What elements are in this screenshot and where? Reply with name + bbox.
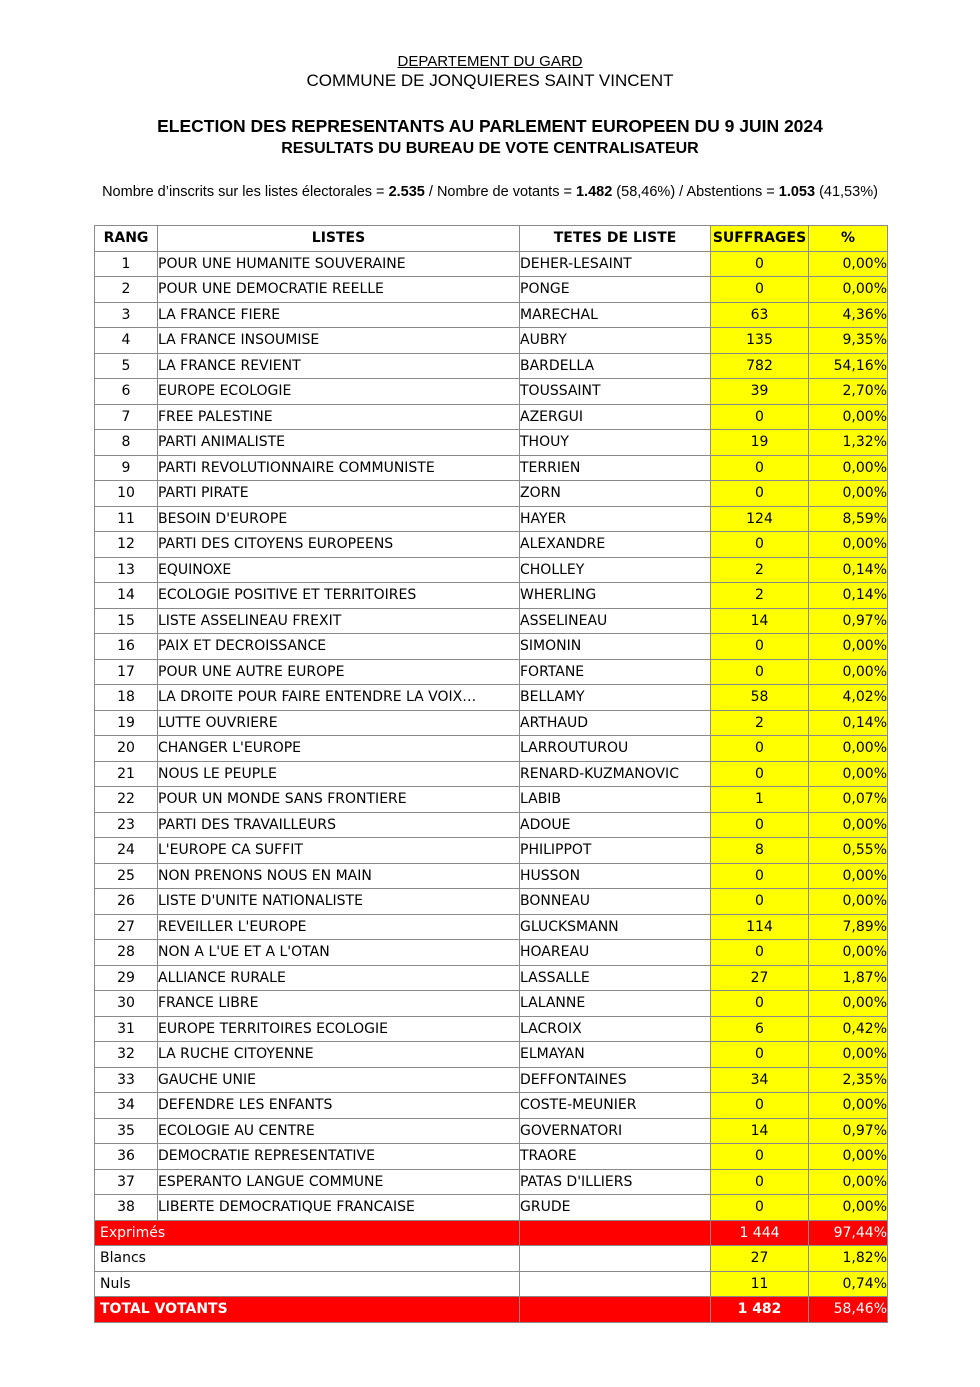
- rang-cell: 8: [95, 430, 158, 456]
- table-row: [95, 1016, 888, 1042]
- tete-de-liste-cell: LARROUTUROU: [520, 736, 711, 762]
- suffrages-cell: 2: [711, 583, 809, 609]
- nuls-label: Nuls: [95, 1271, 520, 1297]
- liste-cell: NON PRENONS NOUS EN MAIN: [158, 863, 520, 889]
- tete-de-liste-cell: TRAORE: [520, 1144, 711, 1170]
- suffrages-cell: 0: [711, 863, 809, 889]
- total-pct: 58,46%: [809, 1297, 888, 1323]
- rang-cell: 18: [95, 685, 158, 711]
- rang-cell: 9: [95, 455, 158, 481]
- suffrages-cell: 0: [711, 481, 809, 507]
- table-row: [95, 812, 888, 838]
- pct-cell: 0,00%: [809, 863, 888, 889]
- suffrages-cell: 34: [711, 1067, 809, 1093]
- turnout-summary: [0, 184, 980, 200]
- election-title: ELECTION DES REPRESENTANTS AU PARLEMENT EUROPEEN DU 9 JUIN 2024: [157, 116, 823, 136]
- suffrages-cell: 14: [711, 608, 809, 634]
- liste-cell: CHANGER L'EUROPE: [158, 736, 520, 762]
- table-row: [95, 481, 888, 507]
- table-row: [95, 1169, 888, 1195]
- pct-cell: 0,00%: [809, 1169, 888, 1195]
- rang-cell: 1: [95, 251, 158, 277]
- rang-cell: 34: [95, 1093, 158, 1119]
- table-row: [95, 940, 888, 966]
- suffrages-cell: 782: [711, 353, 809, 379]
- blancs-label: Blancs: [95, 1246, 520, 1272]
- suffrages-cell: 0: [711, 532, 809, 558]
- table-header-row: [95, 226, 888, 252]
- table-row: [95, 1118, 888, 1144]
- pct-cell: 2,70%: [809, 379, 888, 405]
- rang-cell: 13: [95, 557, 158, 583]
- suffrages-cell: 0: [711, 1042, 809, 1068]
- table-row: [95, 608, 888, 634]
- pct-cell: 0,00%: [809, 812, 888, 838]
- pct-cell: 0,07%: [809, 787, 888, 813]
- rang-cell: 25: [95, 863, 158, 889]
- rang-cell: 17: [95, 659, 158, 685]
- tete-de-liste-cell: ASSELINEAU: [520, 608, 711, 634]
- liste-cell: EUROPE TERRITOIRES ECOLOGIE: [158, 1016, 520, 1042]
- tete-de-liste-cell: GRUDE: [520, 1195, 711, 1221]
- tete-de-liste-cell: LASSALLE: [520, 965, 711, 991]
- abstentions-pct: (41,53%): [815, 184, 878, 200]
- liste-cell: LA FRANCE REVIENT: [158, 353, 520, 379]
- table-row: [95, 1042, 888, 1068]
- table-row: [95, 251, 888, 277]
- liste-cell: PARTI REVOLUTIONNAIRE COMMUNISTE: [158, 455, 520, 481]
- departement-heading: DEPARTEMENT DU GARD: [397, 53, 583, 70]
- blancs-suffrages: 27: [711, 1246, 809, 1272]
- table-row: [95, 455, 888, 481]
- tete-de-liste-cell: WHERLING: [520, 583, 711, 609]
- pct-cell: 0,00%: [809, 889, 888, 915]
- pct-cell: 0,55%: [809, 838, 888, 864]
- tete-de-liste-cell: PATAS D'ILLIERS: [520, 1169, 711, 1195]
- tete-de-liste-cell: SIMONIN: [520, 634, 711, 660]
- rang-cell: 38: [95, 1195, 158, 1221]
- tete-de-liste-cell: THOUY: [520, 430, 711, 456]
- rang-cell: 23: [95, 812, 158, 838]
- tete-de-liste-cell: BARDELLA: [520, 353, 711, 379]
- pct-cell: 1,87%: [809, 965, 888, 991]
- liste-cell: GAUCHE UNIE: [158, 1067, 520, 1093]
- liste-cell: LA FRANCE INSOUMISE: [158, 328, 520, 354]
- tete-de-liste-cell: LACROIX: [520, 1016, 711, 1042]
- pct-cell: 0,00%: [809, 1042, 888, 1068]
- pct-cell: 0,14%: [809, 583, 888, 609]
- liste-cell: POUR UNE AUTRE EUROPE: [158, 659, 520, 685]
- rang-cell: 12: [95, 532, 158, 558]
- total-empty: [520, 1297, 711, 1323]
- pct-cell: 9,35%: [809, 328, 888, 354]
- table-row: [95, 277, 888, 303]
- liste-cell: ESPERANTO LANGUE COMMUNE: [158, 1169, 520, 1195]
- suffrages-cell: 39: [711, 379, 809, 405]
- rang-cell: 30: [95, 991, 158, 1017]
- suffrages-cell: 124: [711, 506, 809, 532]
- tete-de-liste-cell: LALANNE: [520, 991, 711, 1017]
- rang-cell: 24: [95, 838, 158, 864]
- liste-cell: PARTI DES CITOYENS EUROPEENS: [158, 532, 520, 558]
- total-votants-row: [95, 1297, 888, 1323]
- pct-cell: 0,00%: [809, 277, 888, 303]
- header-pct: %: [809, 226, 888, 252]
- pct-cell: 0,00%: [809, 940, 888, 966]
- rang-cell: 10: [95, 481, 158, 507]
- rang-cell: 32: [95, 1042, 158, 1068]
- liste-cell: PAIX ET DECROISSANCE: [158, 634, 520, 660]
- results-table: [94, 225, 888, 1323]
- tete-de-liste-cell: DEFFONTAINES: [520, 1067, 711, 1093]
- total-suffrages: 1 482: [711, 1297, 809, 1323]
- header-listes: LISTES: [158, 226, 520, 252]
- total-label: TOTAL VOTANTS: [95, 1297, 520, 1323]
- exprimes-pct: 97,44%: [809, 1220, 888, 1246]
- tete-de-liste-cell: CHOLLEY: [520, 557, 711, 583]
- pct-cell: 54,16%: [809, 353, 888, 379]
- exprimes-empty: [520, 1220, 711, 1246]
- liste-cell: LISTE D'UNITE NATIONALISTE: [158, 889, 520, 915]
- tete-de-liste-cell: HUSSON: [520, 863, 711, 889]
- nuls-row: [95, 1271, 888, 1297]
- tete-de-liste-cell: BONNEAU: [520, 889, 711, 915]
- summary-body: [95, 1220, 888, 1322]
- pct-cell: 0,42%: [809, 1016, 888, 1042]
- suffrages-cell: 0: [711, 761, 809, 787]
- rang-cell: 26: [95, 889, 158, 915]
- liste-cell: FREE PALESTINE: [158, 404, 520, 430]
- suffrages-cell: 0: [711, 659, 809, 685]
- table-row: [95, 1195, 888, 1221]
- blancs-empty: [520, 1246, 711, 1272]
- suffrages-cell: 0: [711, 455, 809, 481]
- table-row: [95, 889, 888, 915]
- table-row: [95, 1067, 888, 1093]
- pct-cell: 7,89%: [809, 914, 888, 940]
- rang-cell: 36: [95, 1144, 158, 1170]
- rang-cell: 19: [95, 710, 158, 736]
- liste-cell: ECOLOGIE AU CENTRE: [158, 1118, 520, 1144]
- tete-de-liste-cell: HOAREAU: [520, 940, 711, 966]
- inscrits-value: 2.535: [388, 184, 425, 200]
- tete-de-liste-cell: COSTE-MEUNIER: [520, 1093, 711, 1119]
- suffrages-cell: 0: [711, 736, 809, 762]
- pct-cell: 0,97%: [809, 608, 888, 634]
- tete-de-liste-cell: ADOUE: [520, 812, 711, 838]
- table-row: [95, 302, 888, 328]
- pct-cell: 1,32%: [809, 430, 888, 456]
- exprimes-suffrages: 1 444: [711, 1220, 809, 1246]
- suffrages-cell: 0: [711, 1195, 809, 1221]
- suffrages-cell: 0: [711, 940, 809, 966]
- pct-cell: 0,00%: [809, 455, 888, 481]
- table-row: [95, 1144, 888, 1170]
- suffrages-cell: 0: [711, 1144, 809, 1170]
- liste-cell: BESOIN D'EUROPE: [158, 506, 520, 532]
- liste-cell: LA DROITE POUR FAIRE ENTENDRE LA VOIX…: [158, 685, 520, 711]
- rang-cell: 3: [95, 302, 158, 328]
- liste-cell: EUROPE ECOLOGIE: [158, 379, 520, 405]
- liste-cell: LA RUCHE CITOYENNE: [158, 1042, 520, 1068]
- pct-cell: 0,14%: [809, 557, 888, 583]
- results-body: [95, 251, 888, 1220]
- suffrages-cell: 0: [711, 1169, 809, 1195]
- exprimes-label: Exprimés: [95, 1220, 520, 1246]
- rang-cell: 35: [95, 1118, 158, 1144]
- votants-pct: (58,46%): [612, 184, 676, 200]
- tete-de-liste-cell: GOVERNATORI: [520, 1118, 711, 1144]
- tete-de-liste-cell: ARTHAUD: [520, 710, 711, 736]
- rang-cell: 21: [95, 761, 158, 787]
- votants-value: 1.482: [575, 184, 613, 200]
- pct-cell: 0,00%: [809, 532, 888, 558]
- tete-de-liste-cell: LABIB: [520, 787, 711, 813]
- liste-cell: NOUS LE PEUPLE: [158, 761, 520, 787]
- suffrages-cell: 58: [711, 685, 809, 711]
- rang-cell: 37: [95, 1169, 158, 1195]
- liste-cell: DEFENDRE LES ENFANTS: [158, 1093, 520, 1119]
- table-row: [95, 914, 888, 940]
- table-row: [95, 736, 888, 762]
- rang-cell: 11: [95, 506, 158, 532]
- abstentions-label: / Abstentions =: [675, 184, 779, 200]
- header-tetes-de-liste: TETES DE LISTE: [520, 226, 711, 252]
- blancs-row: [95, 1246, 888, 1272]
- liste-cell: EQUINOXE: [158, 557, 520, 583]
- rang-cell: 2: [95, 277, 158, 303]
- table-row: [95, 761, 888, 787]
- rang-cell: 29: [95, 965, 158, 991]
- table-row: [95, 404, 888, 430]
- table-row: [95, 506, 888, 532]
- rang-cell: 4: [95, 328, 158, 354]
- rang-cell: 7: [95, 404, 158, 430]
- table-row: [95, 685, 888, 711]
- nuls-empty: [520, 1271, 711, 1297]
- suffrages-cell: 114: [711, 914, 809, 940]
- pct-cell: 0,00%: [809, 404, 888, 430]
- inscrits-label: Nombre d’inscrits sur les listes électorales =: [102, 184, 389, 200]
- pct-cell: 0,00%: [809, 481, 888, 507]
- rang-cell: 22: [95, 787, 158, 813]
- rang-cell: 5: [95, 353, 158, 379]
- suffrages-cell: 2: [711, 557, 809, 583]
- table-row: [95, 863, 888, 889]
- suffrages-cell: 0: [711, 277, 809, 303]
- suffrages-cell: 0: [711, 251, 809, 277]
- liste-cell: L'EUROPE CA SUFFIT: [158, 838, 520, 864]
- header-rang: RANG: [95, 226, 158, 252]
- votants-label: / Nombre de votants =: [424, 184, 576, 200]
- table-row: [95, 379, 888, 405]
- liste-cell: LISTE ASSELINEAU FREXIT: [158, 608, 520, 634]
- table-row: [95, 1093, 888, 1119]
- abstentions-value: 1.053: [778, 184, 816, 200]
- rang-cell: 15: [95, 608, 158, 634]
- tete-de-liste-cell: ELMAYAN: [520, 1042, 711, 1068]
- table-row: [95, 991, 888, 1017]
- rang-cell: 16: [95, 634, 158, 660]
- tete-de-liste-cell: TERRIEN: [520, 455, 711, 481]
- pct-cell: 0,00%: [809, 991, 888, 1017]
- header-suffrages: SUFFRAGES: [711, 226, 809, 252]
- rang-cell: 28: [95, 940, 158, 966]
- pct-cell: 0,14%: [809, 710, 888, 736]
- liste-cell: LUTTE OUVRIERE: [158, 710, 520, 736]
- exprimes-row: [95, 1220, 888, 1246]
- table-row: [95, 328, 888, 354]
- liste-cell: POUR UNE DEMOCRATIE REELLE: [158, 277, 520, 303]
- table-row: [95, 557, 888, 583]
- pct-cell: 0,00%: [809, 1144, 888, 1170]
- liste-cell: POUR UN MONDE SANS FRONTIERE: [158, 787, 520, 813]
- tete-de-liste-cell: AUBRY: [520, 328, 711, 354]
- table-row: [95, 965, 888, 991]
- tete-de-liste-cell: TOUSSAINT: [520, 379, 711, 405]
- tete-de-liste-cell: ZORN: [520, 481, 711, 507]
- tete-de-liste-cell: DEHER-LESAINT: [520, 251, 711, 277]
- liste-cell: ALLIANCE RURALE: [158, 965, 520, 991]
- rang-cell: 33: [95, 1067, 158, 1093]
- table-row: [95, 430, 888, 456]
- table-row: [95, 787, 888, 813]
- nuls-pct: 0,74%: [809, 1271, 888, 1297]
- tete-de-liste-cell: FORTANE: [520, 659, 711, 685]
- tete-de-liste-cell: HAYER: [520, 506, 711, 532]
- suffrages-cell: 6: [711, 1016, 809, 1042]
- nuls-suffrages: 11: [711, 1271, 809, 1297]
- pct-cell: 0,97%: [809, 1118, 888, 1144]
- suffrages-cell: 0: [711, 889, 809, 915]
- results-subtitle: RESULTATS DU BUREAU DE VOTE CENTRALISATEUR: [281, 140, 699, 157]
- table-row: [95, 532, 888, 558]
- liste-cell: LA FRANCE FIERE: [158, 302, 520, 328]
- suffrages-cell: 0: [711, 991, 809, 1017]
- tete-de-liste-cell: MARECHAL: [520, 302, 711, 328]
- pct-cell: 2,35%: [809, 1067, 888, 1093]
- rang-cell: 14: [95, 583, 158, 609]
- table-row: [95, 659, 888, 685]
- pct-cell: 0,00%: [809, 1093, 888, 1119]
- suffrages-cell: 27: [711, 965, 809, 991]
- tete-de-liste-cell: BELLAMY: [520, 685, 711, 711]
- liste-cell: POUR UNE HUMANITE SOUVERAINE: [158, 251, 520, 277]
- liste-cell: PARTI DES TRAVAILLEURS: [158, 812, 520, 838]
- table-row: [95, 838, 888, 864]
- tete-de-liste-cell: PONGE: [520, 277, 711, 303]
- commune-heading: COMMUNE DE JONQUIERES SAINT VINCENT: [306, 71, 674, 90]
- pct-cell: 8,59%: [809, 506, 888, 532]
- blancs-pct: 1,82%: [809, 1246, 888, 1272]
- liste-cell: FRANCE LIBRE: [158, 991, 520, 1017]
- pct-cell: 0,00%: [809, 761, 888, 787]
- suffrages-cell: 19: [711, 430, 809, 456]
- pct-cell: 4,36%: [809, 302, 888, 328]
- pct-cell: 4,02%: [809, 685, 888, 711]
- tete-de-liste-cell: GLUCKSMANN: [520, 914, 711, 940]
- liste-cell: DEMOCRATIE REPRESENTATIVE: [158, 1144, 520, 1170]
- rang-cell: 31: [95, 1016, 158, 1042]
- pct-cell: 0,00%: [809, 659, 888, 685]
- suffrages-cell: 0: [711, 634, 809, 660]
- suffrages-cell: 14: [711, 1118, 809, 1144]
- suffrages-cell: 0: [711, 404, 809, 430]
- liste-cell: PARTI PIRATE: [158, 481, 520, 507]
- liste-cell: NON A L'UE ET A L'OTAN: [158, 940, 520, 966]
- tete-de-liste-cell: RENARD-KUZMANOVIC: [520, 761, 711, 787]
- suffrages-cell: 135: [711, 328, 809, 354]
- table-row: [95, 634, 888, 660]
- liste-cell: ECOLOGIE POSITIVE ET TERRITOIRES: [158, 583, 520, 609]
- liste-cell: LIBERTE DEMOCRATIQUE FRANCAISE: [158, 1195, 520, 1221]
- suffrages-cell: 0: [711, 1093, 809, 1119]
- table-row: [95, 353, 888, 379]
- rang-cell: 27: [95, 914, 158, 940]
- pct-cell: 0,00%: [809, 736, 888, 762]
- liste-cell: PARTI ANIMALISTE: [158, 430, 520, 456]
- suffrages-cell: 63: [711, 302, 809, 328]
- pct-cell: 0,00%: [809, 251, 888, 277]
- liste-cell: REVEILLER L'EUROPE: [158, 914, 520, 940]
- tete-de-liste-cell: AZERGUI: [520, 404, 711, 430]
- rang-cell: 6: [95, 379, 158, 405]
- tete-de-liste-cell: PHILIPPOT: [520, 838, 711, 864]
- suffrages-cell: 2: [711, 710, 809, 736]
- tete-de-liste-cell: ALEXANDRE: [520, 532, 711, 558]
- suffrages-cell: 0: [711, 812, 809, 838]
- pct-cell: 0,00%: [809, 1195, 888, 1221]
- suffrages-cell: 1: [711, 787, 809, 813]
- table-row: [95, 583, 888, 609]
- rang-cell: 20: [95, 736, 158, 762]
- table-row: [95, 710, 888, 736]
- suffrages-cell: 8: [711, 838, 809, 864]
- pct-cell: 0,00%: [809, 634, 888, 660]
